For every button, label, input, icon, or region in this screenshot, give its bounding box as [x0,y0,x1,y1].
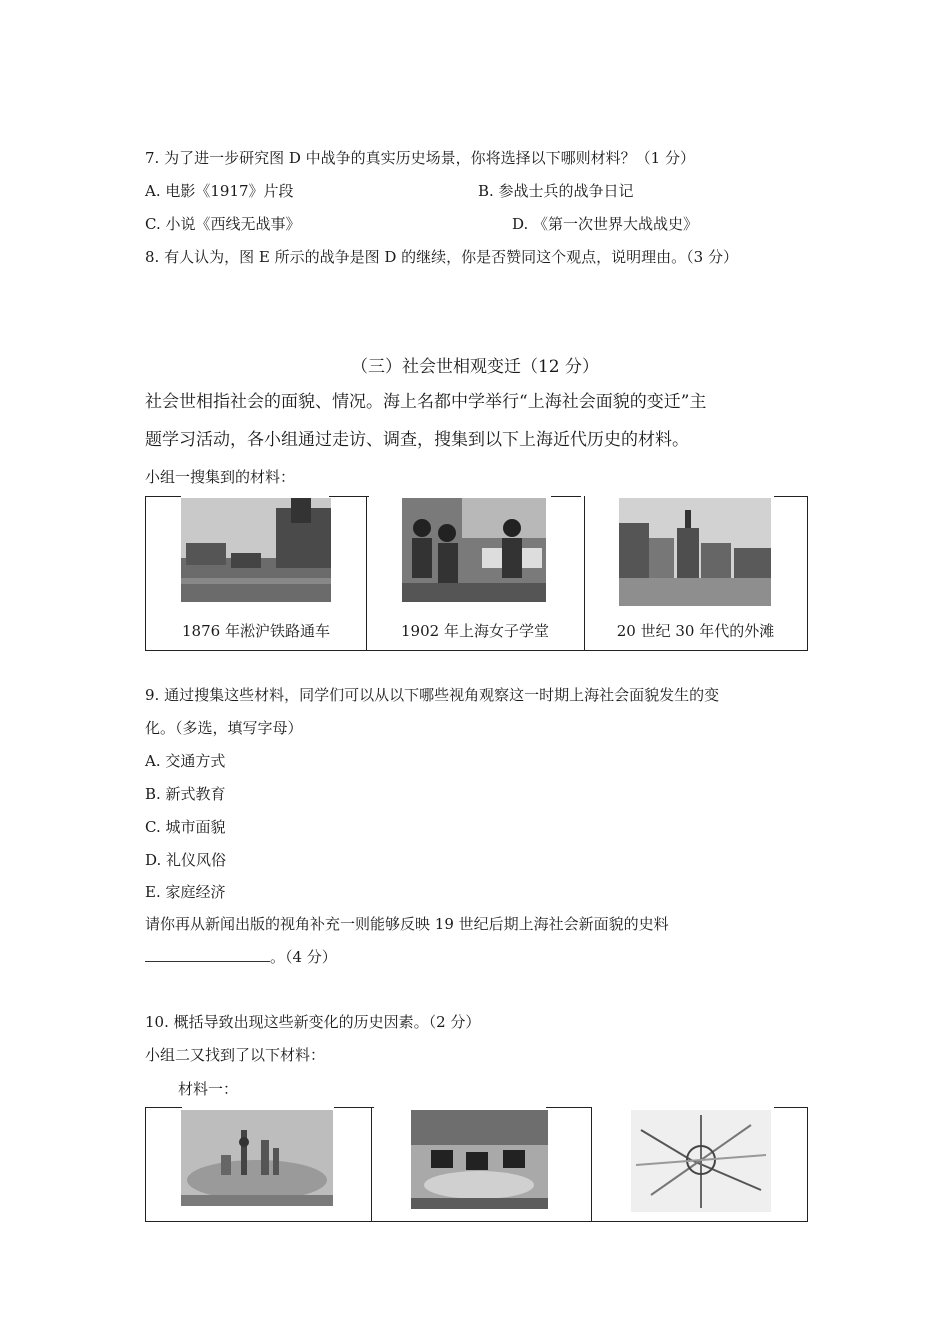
group1-table [145,496,808,651]
group2-cell-3 [591,1107,807,1222]
group2-table [145,1107,808,1222]
bund-photo [619,498,771,606]
q7-stem: 7. 为了进一步研究图 D 中战争的真实历史场景，你将选择以下哪则材料？（1 分） [145,149,695,167]
railway-street-photo [181,498,331,602]
group1-caption-railway: 1876 年淞沪铁路通车 [182,622,330,640]
answer-blank[interactable] [145,947,270,962]
group1-caption-bund: 20 世纪 30 年代的外滩 [616,622,775,640]
q9-option-c: C. 城市面貌 [145,818,226,836]
q9-stem-1: 9. 通过搜集这些材料，同学们可以从以下哪些视角观察这一时期上海社会面貌发生的变 [145,686,720,704]
q7-option-d: D. 《第一次世界大战战史》 [512,215,699,233]
q7-option-c: C. 小说《西线无战事》 [145,215,301,233]
group1-cell-school [366,496,585,651]
girls-school-photo [402,498,546,602]
q9-stem-2: 化。（多选，填写字母） [145,719,303,737]
q9-option-e: E. 家庭经济 [145,883,226,901]
q7-option-b: B. 参战士兵的战争日记 [478,182,634,200]
q8-stem: 8. 有人认为，图 E 所示的战争是图 D 的继续，你是否赞同这个观点，说明理由。（3 分） [145,248,738,266]
group2-label: 小组二又找到了以下材料： [145,1046,326,1064]
group1-cell-bund [584,496,807,651]
group1-caption-school: 1902 年上海女子学堂 [401,622,549,640]
group2-cell-2 [371,1107,592,1222]
material1-label: 材料一： [178,1080,239,1098]
computer-office-photo [411,1110,548,1209]
q9-supplement-1: 请你再从新闻出版的视角补充一则能够反映 19 世纪后期上海社会新面貌的史料 [145,915,669,933]
q9-supplement-2: 。（4 分） [145,947,337,967]
group2-cell-1 [146,1107,372,1222]
q9-option-b: B. 新式教育 [145,785,226,803]
section-intro-2: 题学习活动，各小组通过走访、调查，搜集到以下上海近代历史的材料。 [145,430,689,450]
section-title: （三）社会世相观变迁（12 分） [350,357,600,377]
q10-stem: 10. 概括导致出现这些新变化的历史因素。（2 分） [145,1013,481,1031]
q7-option-a: A. 电影《1917》片段 [145,182,294,200]
q9-option-a: A. 交通方式 [145,752,226,770]
q9-option-d: D. 礼仪风俗 [145,851,227,869]
metro-map-photo [631,1110,771,1212]
group1-cell-railway [146,496,367,651]
section-intro-1: 社会世相指社会的面貌、情况。海上名都中学举行“上海社会面貌的变迁”主 [145,392,707,412]
group1-label: 小组一搜集到的材料： [145,468,296,486]
pudong-skyline-photo [181,1110,333,1206]
